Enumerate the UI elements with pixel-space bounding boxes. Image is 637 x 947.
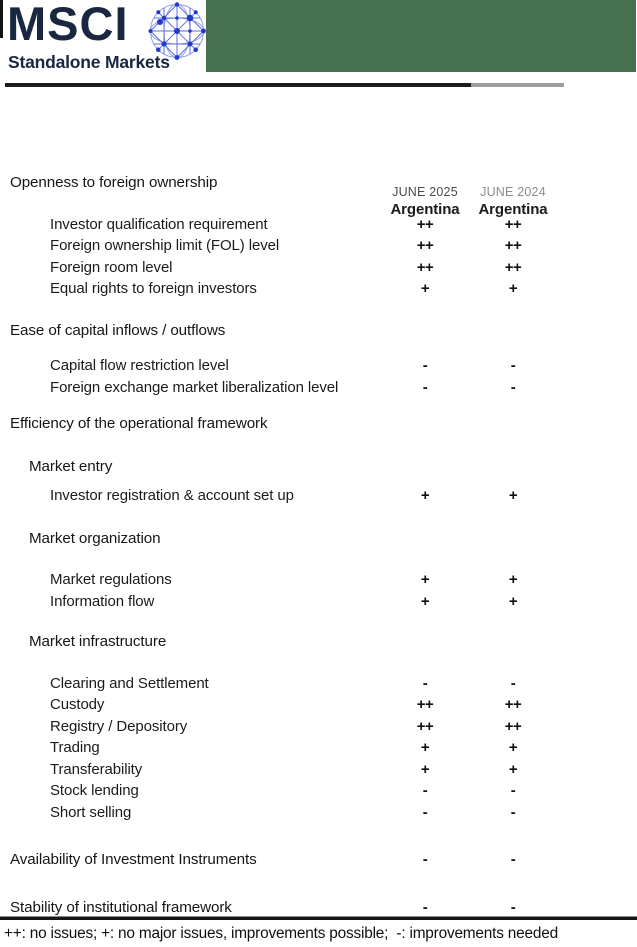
value-june-2024: - [510, 674, 516, 692]
section-header [0, 849, 637, 871]
row-label: Market regulations [50, 571, 172, 588]
table-row [0, 214, 637, 236]
section-market-infrastructure [0, 631, 637, 823]
table-row [0, 780, 637, 802]
table-row [0, 591, 637, 613]
table-row [0, 235, 637, 257]
value-june-2025: - [422, 803, 428, 821]
value-june-2024: - [510, 357, 516, 374]
column-market: Argentina [390, 201, 460, 218]
footer-divider [0, 917, 637, 920]
table-row [0, 759, 637, 781]
section-items [0, 355, 637, 398]
section-label: Market infrastructure [29, 633, 167, 650]
row-label: Foreign exchange market liberalization level [50, 378, 339, 396]
section-label: Stability of institutional framework [10, 898, 232, 916]
assessment-table [0, 172, 637, 918]
row-label: Information flow [50, 592, 155, 610]
column-period: JUNE 2025 [392, 185, 458, 199]
value-june-2025: - [422, 782, 428, 799]
row-label: Stock lending [50, 782, 139, 799]
value-june-2025: + [420, 592, 430, 610]
value-june-2025: + [420, 571, 430, 588]
section-market-entry [0, 456, 637, 507]
value-june-2024: + [508, 739, 518, 756]
value-june-2024: - [510, 378, 516, 396]
value-june-2025: - [422, 357, 428, 374]
table-row [0, 737, 637, 759]
sections [0, 172, 637, 918]
section-label: Ease of capital inflows / outflows [10, 321, 226, 339]
table-row [0, 569, 637, 591]
value-june-2024: + [508, 571, 518, 588]
msci-logo-text: MSCI [7, 0, 129, 50]
value-june-2024: - [510, 851, 516, 868]
value-june-2025: ++ [416, 258, 434, 276]
value-june-2025: + [420, 280, 430, 297]
value-june-2025: ++ [416, 696, 434, 713]
value-june-2025: ++ [416, 215, 434, 233]
value-june-2025: + [420, 739, 430, 756]
value-june-2025: - [422, 674, 428, 692]
section-efficiency [0, 413, 637, 435]
column-market: Argentina [478, 201, 548, 218]
table-row [0, 377, 637, 399]
table-row [0, 485, 637, 507]
table-row [0, 673, 637, 695]
value-june-2025: + [420, 487, 430, 504]
section-items [0, 569, 637, 612]
row-label: Investor registration & account set up [50, 487, 294, 504]
row-label: Equal rights to foreign investors [50, 280, 257, 297]
value-june-2024: - [510, 782, 516, 799]
row-label: Foreign ownership limit (FOL) level [50, 237, 280, 254]
value-june-2025: - [422, 851, 428, 868]
section-header [0, 456, 637, 478]
column-period: JUNE 2024 [480, 185, 546, 199]
value-june-2024: ++ [504, 237, 522, 254]
section-label: Efficiency of the operational framework [10, 415, 268, 432]
section-availability [0, 849, 637, 871]
header-band [206, 0, 636, 72]
row-label: Short selling [50, 803, 132, 821]
section-capital-flows [0, 320, 637, 399]
table-row [0, 278, 637, 300]
header-divider-tail [471, 83, 564, 87]
value-june-2024: ++ [504, 258, 522, 276]
section-header [0, 320, 637, 342]
row-label: Clearing and Settlement [50, 674, 209, 692]
section-header [0, 172, 637, 194]
section-items [0, 214, 637, 300]
section-label: Openness to foreign ownership [10, 174, 218, 191]
table-row [0, 257, 637, 279]
row-label: Investor qualification requirement [50, 215, 268, 233]
row-label: Custody [50, 696, 105, 713]
value-june-2025: - [422, 378, 428, 396]
value-june-2024: ++ [504, 215, 522, 233]
row-label: Trading [50, 739, 100, 756]
section-header [0, 897, 637, 919]
section-header [0, 413, 637, 435]
table-row [0, 355, 637, 377]
section-header [0, 528, 637, 550]
value-june-2024: ++ [504, 717, 522, 735]
section-label: Market entry [29, 457, 113, 475]
section-market-organization [0, 528, 637, 613]
row-label: Registry / Depository [50, 717, 188, 735]
section-header [0, 631, 637, 653]
legend-text: ++: no issues; +: no major issues, improvements possible; -: improvements needed [4, 925, 558, 942]
value-june-2024: + [508, 487, 518, 504]
value-june-2024: + [508, 592, 518, 610]
row-label: Capital flow restriction level [50, 357, 229, 374]
value-june-2024: + [508, 280, 518, 297]
value-june-2024: - [510, 898, 516, 916]
value-june-2024: ++ [504, 696, 522, 713]
value-june-2025: + [420, 760, 430, 778]
table-row [0, 802, 637, 824]
corner-mark [0, 0, 3, 38]
section-items [0, 673, 637, 824]
page-title: Standalone Markets [8, 52, 170, 72]
section-label: Availability of Investment Instruments [10, 851, 257, 868]
value-june-2025: ++ [416, 237, 434, 254]
section-items [0, 485, 637, 507]
header [0, 0, 637, 87]
value-june-2025: ++ [416, 717, 434, 735]
value-june-2025: - [422, 898, 428, 916]
table-row [0, 716, 637, 738]
table-row [0, 694, 637, 716]
header-divider [5, 83, 471, 87]
value-june-2024: - [510, 803, 516, 821]
value-june-2024: + [508, 760, 518, 778]
section-label: Market organization [29, 529, 161, 547]
row-label: Transferability [50, 760, 143, 778]
section-openness [0, 172, 637, 300]
row-label: Foreign room level [50, 258, 173, 276]
section-stability [0, 897, 637, 919]
